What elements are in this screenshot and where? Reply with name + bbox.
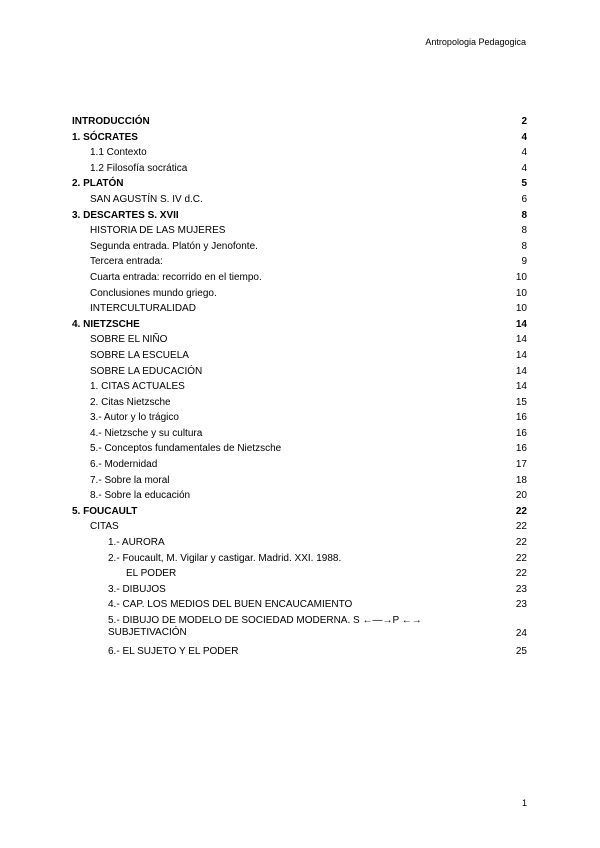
- toc-entry-page: 22: [515, 568, 527, 580]
- toc-entry[interactable]: [72, 597, 527, 613]
- toc-entry-page: 8: [521, 209, 527, 221]
- toc-entry[interactable]: [72, 114, 527, 130]
- toc-entry-page: 25: [515, 646, 527, 657]
- toc-entry-title: SOBRE EL NIÑO: [90, 334, 168, 346]
- toc-entry-page: 24: [515, 628, 527, 639]
- toc-entry-page: 6: [521, 193, 527, 205]
- toc-entry[interactable]: [72, 270, 527, 286]
- toc-entry[interactable]: [72, 566, 527, 582]
- toc-entry-page: 15: [515, 396, 527, 408]
- toc-entry-title: 3. DESCARTES S. XVII: [72, 209, 179, 221]
- toc-entry-page: 16: [515, 443, 527, 455]
- toc-entry-title: 7.- Sobre la moral: [90, 474, 170, 486]
- toc-entry-page: 5: [521, 178, 527, 190]
- toc-entry-page: 16: [515, 427, 527, 439]
- toc-entry-page: 10: [515, 303, 527, 315]
- toc-entry-page: 9: [521, 256, 527, 268]
- toc-entry-page: 14: [515, 318, 527, 330]
- toc-entry-title: 5.- DIBUJO DE MODELO DE SOCIEDAD MODERNA. S ←—→P ←→ SUBJETIVACIÓN: [108, 615, 422, 638]
- page-header: Antropologia Pedagogica: [425, 37, 526, 47]
- toc-entry-title: SAN AGUSTÍN S. IV d.C.: [90, 193, 203, 205]
- toc-entry-title: 4.- Nietzsche y su cultura: [90, 427, 203, 439]
- toc-entry[interactable]: [72, 535, 527, 551]
- toc-entry-title: HISTORIA DE LAS MUJERES: [90, 225, 226, 237]
- toc-entry-title: CITAS: [90, 521, 119, 533]
- toc-entry[interactable]: [72, 395, 527, 411]
- toc-entry-page: 4: [521, 162, 527, 174]
- toc-entry-title: 1. SÓCRATES: [72, 131, 138, 143]
- toc-entry-page: 18: [515, 474, 527, 486]
- toc-entry-title: SOBRE LA EDUCACIÓN: [90, 365, 203, 377]
- toc-entry[interactable]: [72, 348, 527, 364]
- toc-entry[interactable]: [72, 582, 527, 598]
- toc-entry[interactable]: [72, 613, 527, 644]
- toc-entry-page: 17: [515, 459, 527, 471]
- toc-entry[interactable]: [72, 473, 527, 489]
- toc-entry-title: 5. FOUCAULT: [72, 505, 138, 517]
- toc-entry-page: 22: [515, 521, 527, 533]
- toc-entry-title: Conclusiones mundo griego.: [90, 287, 217, 299]
- toc-entry-title: 3.- Autor y lo trágico: [90, 412, 179, 424]
- toc-entry[interactable]: [72, 488, 527, 504]
- toc-entry[interactable]: [72, 239, 527, 255]
- toc-entry[interactable]: [72, 286, 527, 302]
- toc-entry[interactable]: [72, 176, 527, 192]
- toc-entry-page: 20: [515, 490, 527, 502]
- toc-entry-page: 22: [515, 505, 527, 517]
- toc-entry-page: 10: [515, 287, 527, 299]
- toc-entry-title: INTRODUCCIÓN: [72, 116, 150, 127]
- toc-entry-title: 4. NIETZSCHE: [72, 318, 140, 330]
- toc-entry-title: 1.2 Filosofía socrática: [90, 162, 188, 174]
- toc-entry[interactable]: [72, 379, 527, 395]
- toc-entry-title: 5.- Conceptos fundamentales de Nietzsche: [90, 443, 282, 455]
- toc-entry[interactable]: [72, 130, 527, 146]
- toc-entry-page: 10: [515, 271, 527, 283]
- toc-entry-title: INTERCULTURALIDAD: [90, 303, 196, 315]
- toc-entry-page: 2: [521, 116, 527, 127]
- toc-entry[interactable]: [72, 410, 527, 426]
- toc-entry-title: 4.- CAP. LOS MEDIOS DEL BUEN ENCAUCAMIENTO: [108, 599, 353, 611]
- toc-entry-page: 4: [521, 147, 527, 159]
- toc-entry[interactable]: [72, 254, 527, 270]
- toc-entry-page: 14: [515, 334, 527, 346]
- toc-entry-page: 14: [515, 349, 527, 361]
- toc-entry-page: 14: [515, 381, 527, 393]
- toc-entry-title: EL PODER: [126, 568, 177, 580]
- toc-entry-title: 2. Citas Nietzsche: [90, 396, 171, 408]
- toc-entry-page: 22: [515, 537, 527, 549]
- toc-entry-title: SOBRE LA ESCUELA: [90, 349, 189, 361]
- toc-entry-page: 4: [521, 131, 527, 143]
- toc-entry[interactable]: [72, 161, 527, 177]
- toc-entry-page: 16: [515, 412, 527, 424]
- toc-entry-title: 1.1 Contexto: [90, 147, 147, 159]
- toc-entry-page: 23: [515, 599, 527, 611]
- toc-entry[interactable]: [72, 145, 527, 161]
- toc-entry-title: Cuarta entrada: recorrido en el tiempo.: [90, 271, 262, 283]
- toc-entry-title: 1.- AURORA: [108, 537, 165, 549]
- toc-entry-title: Tercera entrada:: [90, 256, 163, 268]
- toc-entry-title: 6.- Modernidad: [90, 459, 158, 471]
- toc-entry[interactable]: [72, 519, 527, 535]
- toc-entry[interactable]: [72, 426, 527, 442]
- toc-entry-title: Segunda entrada. Platón y Jenofonte.: [90, 240, 258, 252]
- toc-entry-title: 6.- EL SUJETO Y EL PODER: [108, 646, 239, 657]
- toc-entry[interactable]: [72, 317, 527, 333]
- toc-entry[interactable]: [72, 457, 527, 473]
- toc-entry-title: 2.- Foucault, M. Vigilar y castigar. Madrid. XXI. 1988.: [108, 552, 342, 564]
- toc-entry[interactable]: [72, 441, 527, 457]
- toc-entry-page: 8: [521, 225, 527, 237]
- page-number: 1: [521, 798, 527, 808]
- toc-entry-page: 23: [515, 583, 527, 595]
- toc-entry[interactable]: [72, 192, 527, 208]
- table-of-contents: [72, 114, 527, 660]
- toc-entry-title: 1. CITAS ACTUALES: [90, 381, 185, 393]
- toc-entry[interactable]: [72, 644, 527, 660]
- toc-entry-page: 14: [515, 365, 527, 377]
- toc-entry[interactable]: [72, 332, 527, 348]
- toc-entry-title: 8.- Sobre la educación: [90, 490, 191, 502]
- toc-entry[interactable]: [72, 551, 527, 567]
- toc-entry[interactable]: [72, 364, 527, 380]
- toc-entry[interactable]: [72, 208, 527, 224]
- toc-entry-page: 22: [515, 552, 527, 564]
- toc-entry[interactable]: [72, 504, 527, 520]
- toc-entry-title: 2. PLATÓN: [72, 178, 124, 190]
- toc-entry-title: 3.- DIBUJOS: [108, 583, 166, 595]
- toc-entry[interactable]: [72, 223, 527, 239]
- toc-entry[interactable]: [72, 301, 527, 317]
- toc-entry-page: 8: [521, 240, 527, 252]
